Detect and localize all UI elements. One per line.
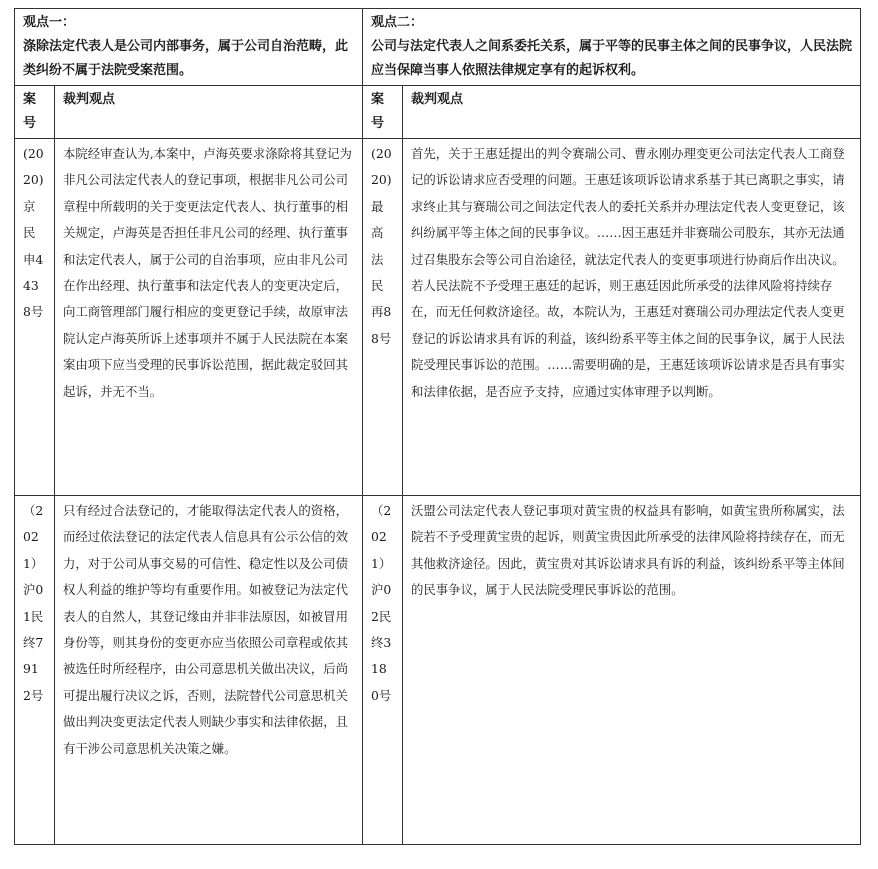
view-two-body: 公司与法定代表人之间系委托关系，属于平等的民事主体之间的民事争议，人民法院应当保障当事人依照法律规定享有的起诉权利。 [371,39,853,78]
view-two-cell [363,9,861,86]
view-one-body: 涤除法定代表人是公司内部事务，属于公司自治范畴，此类纠纷不属于法院受案范围。 [23,39,349,78]
view-header-row [15,9,861,86]
table-row [15,139,861,496]
right-case-number: （2021）沪02民终3180号 [363,496,403,845]
right-opinion-header: 裁判观点 [403,86,861,139]
right-opinion-text: 沃盟公司法定代表人登记事项对黄宝贵的权益具有影响，如黄宝贵所称属实，法院若不予受理黄宝贵的起诉，则黄宝贵因此所承受的法律风险将持续存在，而无其他救济途径。因此，黄宝贵对其诉讼请求具有诉的利益，该纠纷系平等主体间的民事争议，属于人民法院受理民事诉讼的范围。 [403,496,861,845]
table-row [15,496,861,845]
document-page [14,8,860,845]
left-case-number: (2020)京民申4438号 [15,139,55,496]
right-opinion-text: 首先，关于王惠廷提出的判令赛瑞公司、曹永刚办理变更公司法定代表人工商登记的诉讼请求应否受理的问题。王惠廷该项诉讼请求系基于其已离职之事实，请求终止其与赛瑞公司之间法定代表人的委托关系并办理法定代表人变更登记，该纠纷属平等主体之间的民事争议。……因王惠廷并非赛瑞公司股东，其亦无法通过召集股东会等公司自治途径，就法定代表人的变更事项进行协商后作出决议。若人民法院不予受理王惠廷的起诉，则王惠廷因此所承受的法律风险将持续存在，而无任何救济途径。故，本院认为，王惠廷对赛瑞公司办理法定代表人变更登记的诉讼请求具有诉的利益，该纠纷系平等主体之间的民事争议，属于人民法院受理民事诉讼的范围。……需要明确的是，王惠廷该项诉讼请求是否具有事实和法律依据，是否应予支持，应通过实体审理予以判断。 [403,139,861,496]
right-case-no-header: 案号 [363,86,403,139]
view-one-title: 观点一： [23,15,76,30]
left-opinion-header: 裁判观点 [55,86,363,139]
left-case-no-header: 案号 [15,86,55,139]
right-case-number: (2020)最高法民再88号 [363,139,403,496]
left-case-number: （2021）沪01民终7912号 [15,496,55,845]
view-two-title: 观点二： [371,15,424,30]
comparison-table [14,8,861,845]
view-one-cell [15,9,363,86]
column-header-row [15,86,861,139]
left-opinion-text: 只有经过合法登记的，才能取得法定代表人的资格，而经过依法登记的法定代表人信息具有公示公信的效力，对于公司从事交易的可信性、稳定性以及公司债权人利益的维护等均有重要作用。如被登记为法定代表人的自然人，其登记缘由并非非法原因，如被冒用身份等，则其身份的变更亦应当依照公司章程或依其被选任时所经程序，由公司意思机关做出决议，后尚可提出履行决议之诉，否则，法院替代公司意思机关做出判决变更法定代表人则缺少事实和法律依据，且有干涉公司意思机关决策之嫌。 [55,496,363,845]
left-opinion-text: 本院经审查认为,本案中，卢海英要求涤除将其登记为非凡公司法定代表人的登记事项，根据非凡公司公司章程中所载明的关于变更法定代表人、执行董事的相关规定，卢海英是否担任非凡公司的经理、执行董事和法定代表人，属于公司的自治事项，应由非凡公司在作出经理、执行董事和法定代表人的变更决定后，向工商管理部门履行相应的变更登记手续，故原审法院认定卢海英所诉上述事项并不属于人民法院在本案案由项下应当受理的民事诉讼范围，据此裁定驳回其起诉，并无不当。 [55,139,363,496]
